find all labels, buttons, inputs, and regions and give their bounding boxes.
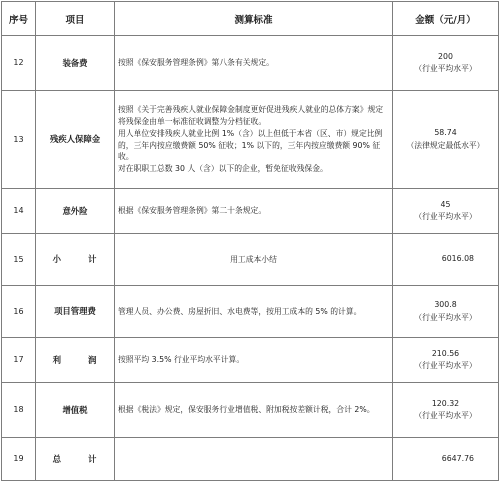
amount-value: 6016.08 <box>441 254 474 264</box>
amount-note: （行业平均水平） <box>414 64 477 73</box>
amount-value: 45 <box>440 199 451 209</box>
row-item: 项目管理费 <box>36 286 115 338</box>
standard-line: 对在职职工总数 30 人（含）以下的企业，暂免征收残保金。 <box>118 163 328 173</box>
standard-line: 根据《税法》规定，保安服务行业增值税、附加税按差额计税，合计 2%。 <box>118 405 375 415</box>
amount-value: 58.74 <box>434 128 457 138</box>
row-number: 16 <box>2 286 36 338</box>
row-number: 15 <box>2 234 36 286</box>
row-number: 12 <box>2 36 36 91</box>
row-number: 18 <box>2 383 36 438</box>
row-amount <box>393 286 499 338</box>
row-amount <box>393 383 499 438</box>
table-row <box>2 438 499 481</box>
row-item: 意外险 <box>36 189 115 234</box>
amount-note: （行业平均水平） <box>414 312 477 322</box>
amount-note: （法律规定最低水平） <box>406 140 485 150</box>
row-item: 残疾人保障金 <box>36 91 115 189</box>
header-item: 项目 <box>36 2 115 36</box>
row-standard <box>115 438 393 481</box>
row-standard <box>115 286 393 338</box>
row-standard <box>115 189 393 234</box>
row-number: 13 <box>2 91 36 189</box>
header-row <box>2 2 499 36</box>
amount-value: 210.56 <box>431 348 460 358</box>
header-amount: 金额（元/月） <box>393 2 499 36</box>
row-standard <box>115 338 393 383</box>
standard-line: 用人单位安排残疾人就业比例 1%（含）以上但低于本省（区、市）规定比例的，三年内按应缴费额 50% 征收；1% 以下的，三年内按应缴费额 90% 征收。 <box>118 128 383 162</box>
row-number: 14 <box>2 189 36 234</box>
row-item: 增值税 <box>36 383 115 438</box>
row-amount <box>393 338 499 383</box>
row-standard <box>115 383 393 438</box>
row-amount <box>393 189 499 234</box>
table-row <box>2 91 499 189</box>
amount-value: 120.32 <box>431 398 460 408</box>
table-row <box>2 189 499 234</box>
table-row <box>2 286 499 338</box>
amount-note: （行业平均水平） <box>414 212 477 221</box>
header-standard: 测算标准 <box>115 2 393 36</box>
table-row <box>2 338 499 383</box>
row-item: 利 润 <box>36 338 115 383</box>
row-standard <box>115 36 393 91</box>
row-amount <box>393 438 499 481</box>
row-standard <box>115 234 393 286</box>
cost-table <box>1 1 499 481</box>
standard-line: 按照平均 3.5% 行业平均水平计算。 <box>118 355 245 365</box>
table-row <box>2 36 499 91</box>
row-item: 总 计 <box>36 438 115 481</box>
row-amount <box>393 36 499 91</box>
row-item: 装备费 <box>36 36 115 91</box>
amount-value: 300.8 <box>434 300 457 310</box>
standard-line: 按照《关于完善残疾人就业保障金制度更好促进残疾人就业的总体方案》规定将残保金由单一标准征收调整为分档征收。 <box>118 105 384 127</box>
standard-line: 用工成本小结 <box>230 254 277 264</box>
row-number: 17 <box>2 338 36 383</box>
amount-value: 6647.76 <box>441 453 474 463</box>
row-number: 19 <box>2 438 36 481</box>
amount-note: （行业平均水平） <box>414 361 477 370</box>
table-row <box>2 383 499 438</box>
amount-value: 200 <box>438 51 453 61</box>
standard-line: 按照《保安服务管理条例》第八条有关规定。 <box>118 58 274 68</box>
standard-line: 管理人员、办公费、房屋折旧、水电费等，按用工成本的 5% 的计算。 <box>118 306 362 316</box>
standard-line: 根据《保安服务管理条例》第二十条规定。 <box>118 206 267 216</box>
header-no: 序号 <box>2 2 36 36</box>
table-row <box>2 234 499 286</box>
amount-note: （行业平均水平） <box>414 411 477 420</box>
row-standard <box>115 91 393 189</box>
row-amount <box>393 91 499 189</box>
row-amount <box>393 234 499 286</box>
row-item: 小 计 <box>36 234 115 286</box>
